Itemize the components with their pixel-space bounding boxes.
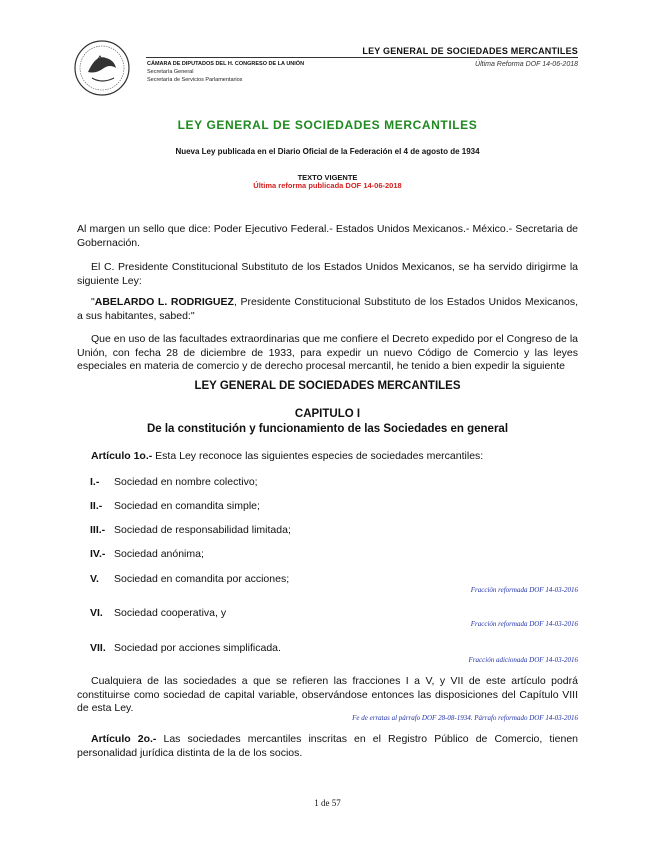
article-1-intro: Artículo 1o.- Esta Ley reconoce las siguientes especies de sociedades mercantiles:: [91, 450, 484, 462]
header-last-reform: Última Reforma DOF 14-06-2018: [475, 61, 578, 68]
fraction-vi-reform-note: Fracción reformada DOF 14-03-2016: [470, 620, 578, 628]
header-secretaria-servicios: Secretaría de Servicios Parlamentarios: [147, 77, 243, 83]
fraction-item: II.- Sociedad en comandita simple;: [90, 500, 260, 512]
law-title: LEY GENERAL DE SOCIEDADES MERCANTILES: [177, 118, 478, 132]
fraction-item: VI. Sociedad cooperativa, y: [90, 607, 227, 619]
header-chamber: CÁMARA DE DIPUTADOS DEL H. CONGRESO DE LA UNIÓN: [147, 61, 305, 67]
preamble-paragraph-4: Que en uso de las facultades extraordinarias que me confiere el Decreto expedido por el Congreso de la Unión, con fecha 28 de diciembre de 1933, para expedir un nuevo Código de Comercio y las leyes especiales en materia de comercio y de derecho procesal mercantil, he tenido a bien expedir la siguiente: [77, 333, 578, 372]
mexico-coat-of-arms-seal: [66, 38, 140, 100]
preamble-paragraph-1: Al margen un sello que dice: Poder Ejecutivo Federal.- Estados Unidos Mexicanos.- México.- Secretaria de Gobernación.: [77, 223, 578, 249]
fraction-item: V. Sociedad en comandita por acciones;: [90, 573, 290, 585]
fraction-item: IV.- Sociedad anónima;: [90, 548, 204, 560]
article-2: Artículo 2o.- Las sociedades mercantiles inscritas en el Registro Público de Comercio, tienen personalidad jurídica distinta de la de los socios.: [77, 733, 578, 759]
paragraph-reform-note: Fe de erratas al párrafo DOF 28-08-1934. Párrafo reformado DOF 14-03-2016: [352, 714, 578, 722]
publication-note: Nueva Ley publicada en el Diario Oficial de la Federación el 4 de agosto de 1934: [175, 147, 480, 156]
preamble-paragraph-3: "ABELARDO L. RODRIGUEZ, Presidente Constitucional Substituto de los Estados Unidos Mexicanos, a sus habitantes, sabed:": [77, 296, 578, 322]
page-number: 1 de 57: [314, 798, 341, 808]
header-secretaria-general: Secretaría General: [147, 69, 194, 75]
header-law-title: LEY GENERAL DE SOCIEDADES MERCANTILES: [362, 46, 578, 56]
article-1-label: Artículo 1o.-: [91, 450, 153, 462]
law-heading: LEY GENERAL DE SOCIEDADES MERCANTILES: [194, 380, 461, 392]
chapter-number: CAPITULO I: [294, 408, 361, 420]
fraction-item: VII. Sociedad por acciones simplificada.: [90, 642, 281, 654]
chapter-title: De la constitución y funcionamiento de las Sociedades en general: [146, 423, 509, 435]
article-2-label: Artículo 2o.-: [91, 733, 157, 745]
texto-vigente: TEXTO VIGENTE: [297, 173, 358, 182]
president-name: ABELARDO L. RODRIGUEZ: [94, 296, 234, 308]
header-divider: [146, 57, 578, 58]
fraction-item: III.- Sociedad de responsabilidad limitada;: [90, 524, 291, 536]
last-reform-note: Última reforma publicada DOF 14-06-2018: [253, 181, 402, 190]
preamble-paragraph-2: El C. Presidente Constitucional Substituto de los Estados Unidos Mexicanos, se ha servido dirigirme la siguiente Ley:: [77, 261, 578, 287]
fraction-item: I.- Sociedad en nombre colectivo;: [90, 476, 258, 488]
fraction-v-reform-note: Fracción reformada DOF 14-03-2016: [470, 586, 578, 594]
article-1-paragraph: Cualquiera de las sociedades a que se refieren las fracciones I a V, y VII de este artículo podrá constituirse como sociedad de capital variable, observándose entonces las disposiciones del Capítulo VIII de esta Ley.: [77, 675, 578, 714]
fraction-vii-addition-note: Fracción adicionada DOF 14-03-2016: [468, 656, 578, 664]
